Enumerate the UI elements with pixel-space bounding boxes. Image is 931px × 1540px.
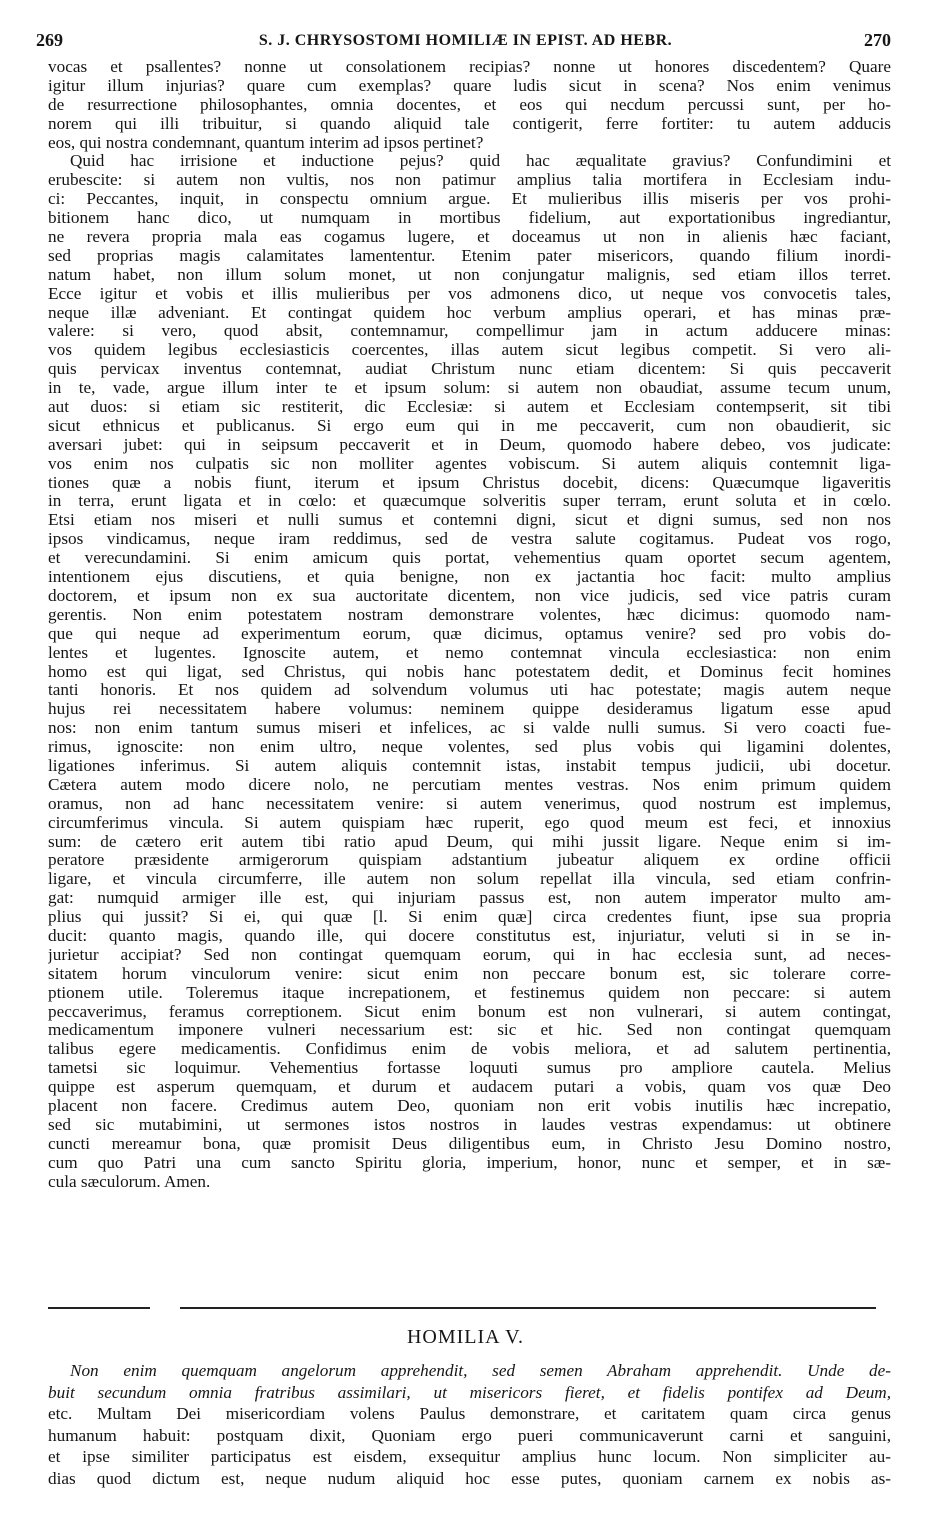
text-line: plius qui jussit? Si ei, qui quæ [l. Si enim quæ] circa credentes fiunt, ipse sua propria bbox=[48, 908, 891, 927]
text-line: sed sic mutabimini, ut sermones istos nostros in laudes vestras expendamus: ut obtinere bbox=[48, 1115, 891, 1134]
text-line: vos enim nos culpatis sic non molliter agentes vobiscum. Si autem aliquis contemnit liga- bbox=[48, 454, 891, 473]
text-line: ipsos vindicamus, neque iram reddimus, sed de vestra salute cogitamus. Pudeat vos rogo, bbox=[48, 530, 891, 549]
page-number-right: 270 bbox=[864, 30, 891, 50]
text-line: placent non facere. Credimus autem Deo, quoniam non erit vobis inutilis hæc increpatio, bbox=[48, 1096, 891, 1115]
divider-gap bbox=[150, 1306, 180, 1310]
text-line: ducit: quanto magis, quando ille, qui docere constitutus est, injuriatur, veluti si in se in- bbox=[48, 926, 891, 945]
text-line: Ecce igitur et vobis et illis mulieribus per vos admonens dico, ut neque vos convocetis tales, bbox=[48, 284, 891, 303]
text-line: homo est qui ligat, sed Christus, qui nobis hanc potestatem dedit, et Dominus fecit homines bbox=[48, 662, 891, 681]
text-line: cuncti mereamur bona, quæ promisit Deus diligentibus eum, in Christo Jesu Domino nostro, bbox=[48, 1134, 891, 1153]
text-line: igitur illum injurias? quare cum exemplas? quare ludis sicut in scena? Nos enim venimus bbox=[48, 76, 891, 95]
main-text-column bbox=[48, 58, 891, 1191]
text-line: vocas et psallentes? nonne ut consolationem recipias? nonne ut honores discedentem? Quare bbox=[48, 58, 891, 76]
text-line: rimus, ignoscite: non enim ultro, neque volentes, sed plus vobis qui ligamini dolentes, bbox=[48, 738, 891, 757]
text-line: circumferimus vincula. Si autem quispiam hæc ruperit, ego quod meum est feci, et innoxius bbox=[48, 813, 891, 832]
text-line: sum: de cætero erit autem tibi ratio apud Deum, qui mihi jussit ligare. Neque enim si im- bbox=[48, 832, 891, 851]
text-line: etc. Multam Dei misericordiam volens Paulus demonstrare, et caritatem quam circa genus bbox=[48, 1404, 891, 1423]
text-line: Non enim quemquam angelorum apprehendit, sed semen Abraham apprehendit. Unde de- bbox=[70, 1361, 891, 1380]
text-line: Etsi etiam nos miseri et nulli sumus et contemni digni, sicut et digni sumus, sed non nos bbox=[48, 511, 891, 530]
text-line: norem qui illi tribuitur, si quando aliquid tale contigerit, ferre fortiter: tu autem adducis bbox=[48, 114, 891, 133]
page-number-left: 269 bbox=[36, 30, 63, 50]
text-line: sitatem horum vinculorum venire: sicut enim non peccare bonum est, sic tolerare corre- bbox=[48, 964, 891, 983]
section-title: HOMILIA V. bbox=[406, 1326, 525, 1348]
text-line: Cætera autem modo dicere nolo, ne percutiam mentes vestras. Nos enim primum quidem bbox=[48, 775, 891, 794]
text-line: de resurrectione philosophantes, omnia docentes, et eos qui necdum percussi sunt, per ho- bbox=[48, 95, 891, 114]
text-line: ci: Peccantes, inquit, in conspectu omnium argue. Et mulieribus illis miseris per vos prohi- bbox=[48, 190, 891, 209]
text-line: dias quod dictum est, neque nudum aliquid hoc esse putes, quoniam carnem ex nobis as- bbox=[48, 1468, 891, 1488]
text-line: eos, qui nostra condemnant, quantum interim ad ipsos pertinet? bbox=[48, 133, 484, 152]
text-line: buit secundum omnia fratribus assimilari, ut misericors fieret, et fidelis pontifex ad Deum, bbox=[48, 1382, 891, 1402]
text-line: in te, vade, argue illum inter te et ipsum solum: si autem non obaudiat, assume tecum unum, bbox=[48, 379, 891, 398]
text-line: que qui neque ad experimentum eorum, quæ dicimus, optamus venire? sed pro vobis do- bbox=[48, 624, 891, 643]
text-line: tiones quæ a nobis fiunt, iterum et ipsum Christus docebit, dicens: Quæcumque ligaveritis bbox=[48, 473, 891, 492]
text-line: gat: numquid armiger ille est, qui injuriam passus est, non autem imperator multo am- bbox=[48, 889, 891, 908]
text-line: cum quo Patri una cum sancto Spiritu gloria, imperium, honor, nunc et semper, et in sæ- bbox=[48, 1153, 891, 1172]
text-line: quis pervicax inventus contemnat, audiat Christum nunc etiam dicentem: Si quis peccaverit bbox=[48, 360, 891, 379]
text-line: neque illæ adveniant. Et contingat quidem hoc verbum amplius operari, et has minas præ- bbox=[48, 303, 891, 322]
text-line: humanum habuit: postquam dixit, Quoniam ergo pueri communicaverunt carni et sanguini, bbox=[48, 1425, 891, 1445]
running-title: S. J. CHRYSOSTOMI HOMILIÆ IN EPIST. AD HEBR. bbox=[258, 32, 673, 49]
text-line: aut duos: si etiam sic restiterit, dic Ecclesiæ: si autem et Ecclesiam contempserit, sit tibi bbox=[48, 398, 891, 417]
text-line: erubescite: si autem non vultis, nos non patimur amplius talia mortifera in Ecclesiam indu- bbox=[48, 171, 891, 190]
text-line: bitionem hanc dico, ut numquam in mortibus fidelium, aut exportationibus ingrediantur, bbox=[48, 209, 891, 228]
text-line: et ipse similiter participatus est eisdem, exsequitur amplius hunc locum. Non simpliciter au- bbox=[48, 1447, 891, 1466]
text-line: hujus rei necessitatem habere volumus: neminem quippe desideramus ligatum esse apud bbox=[48, 700, 891, 719]
text-line: oramus, non ad hanc necessitatem venire: si autem venerimus, quod nostrum est implemus, bbox=[48, 794, 891, 813]
text-line: gerentis. Non enim potestatem nostram demonstrare volentes, hæc dicimus: quomodo nam- bbox=[48, 605, 891, 624]
text-line: cula sæculorum. Amen. bbox=[48, 1172, 211, 1191]
text-line: sicut ethnicus et publicanus. Si ergo eum qui in me peccaverit, cum non obaudierit, sic bbox=[48, 416, 891, 435]
text-line: nos: non enim tantum sumus miseri et infelices, ac si valde nulli sumus. Si vero coacti fue- bbox=[48, 719, 891, 738]
text-line: sed proprias magis calamitates lamententur. Etenim pater misericors, quando filium inordi- bbox=[48, 246, 891, 265]
text-line: lentes et lugentes. Ignoscite autem, et nemo contemnat vincula ecclesiastica: non enim bbox=[48, 643, 891, 662]
text-line: et verecundamini. Si enim amicum quis portat, vehementius quam oportet secum agentem, bbox=[48, 549, 891, 568]
text-line: ligationes inferimus. Si autem aliquis contemnit istas, instabit tempus judicii, ubi docetur. bbox=[48, 756, 891, 775]
text-line: ptionem utile. Toleremus itaque increpationem, et festinemus quidem non peccare: si autem bbox=[48, 983, 891, 1002]
text-line: quippe est asperum quemquam, et durum et audacem putari a vobis, quam vos quæ Deo bbox=[48, 1078, 891, 1097]
running-header bbox=[0, 30, 931, 56]
text-line: natum habet, non illum solum monet, ut non conjungatur malignis, sed etiam illos terret. bbox=[48, 265, 891, 284]
text-line: peccaverimus, feramus correptionem. Sicut enim bonum est non vulnerari, si autem contingat, bbox=[48, 1002, 891, 1021]
text-line: vos quidem legibus ecclesiasticis coercentes, illas autem sicut legibus competit. Si vero ali- bbox=[48, 341, 891, 360]
text-line: doctorem, et ipsum non ex sua auctoritate dicentem, non vice judicis, sed vice patris curam bbox=[48, 586, 891, 605]
text-line: aversari jubet: qui in seipsum peccaverit et in Deum, quomodo habere debeo, vos judicate: bbox=[48, 435, 891, 454]
text-line: tametsi sic loquimur. Vehementius fortasse loquuti sumus pro ampliore cautela. Melius bbox=[48, 1059, 891, 1078]
text-line: jurietur accipiat? Sed non contingat quemquam eorum, qui in hac ecclesia sunt, ad neces- bbox=[48, 945, 891, 964]
text-line: valere: si vero, quod absit, contemnamur, compellimur jam in actum adducere minas: bbox=[48, 322, 891, 341]
text-line: in terra, erunt ligata et in cœlo: et quæcumque solveritis super terram, erunt soluta et in cœlo. bbox=[48, 492, 891, 511]
text-line: peratore præsidente armigerorum quispiam adstantium jubeatur aliquem ex ordine officii bbox=[48, 851, 891, 870]
text-line: medicamentum imponere vulneri necessarium est: sic et hic. Sed non contingat quemquam bbox=[48, 1021, 891, 1040]
text-line: tanti honoris. Et nos quidem ad solvendum volumus uti hac potestate; magis autem neque bbox=[48, 681, 891, 700]
text-line: ne revera propria mala eas cogamus lugere, et doceamus ut non in alienis hæc faciant, bbox=[48, 228, 891, 247]
homily-opening-text bbox=[48, 1360, 891, 1489]
text-line: talibus egere medicamentis. Confidimus enim de vobis meliora, et ad salutem pertinentia, bbox=[48, 1040, 891, 1059]
text-line: ligare, et vincula circumferre, ille autem non solum repellat illa vincula, sed etiam confrin- bbox=[48, 870, 891, 889]
text-line: Quid hac irrisione et inductione pejus? quid hac æqualitate gravius? Confundimini et bbox=[70, 152, 891, 171]
text-line: intentionem ejus discutiens, et quia benigne, non ex jactantia hoc facit: multo amplius bbox=[48, 568, 891, 587]
